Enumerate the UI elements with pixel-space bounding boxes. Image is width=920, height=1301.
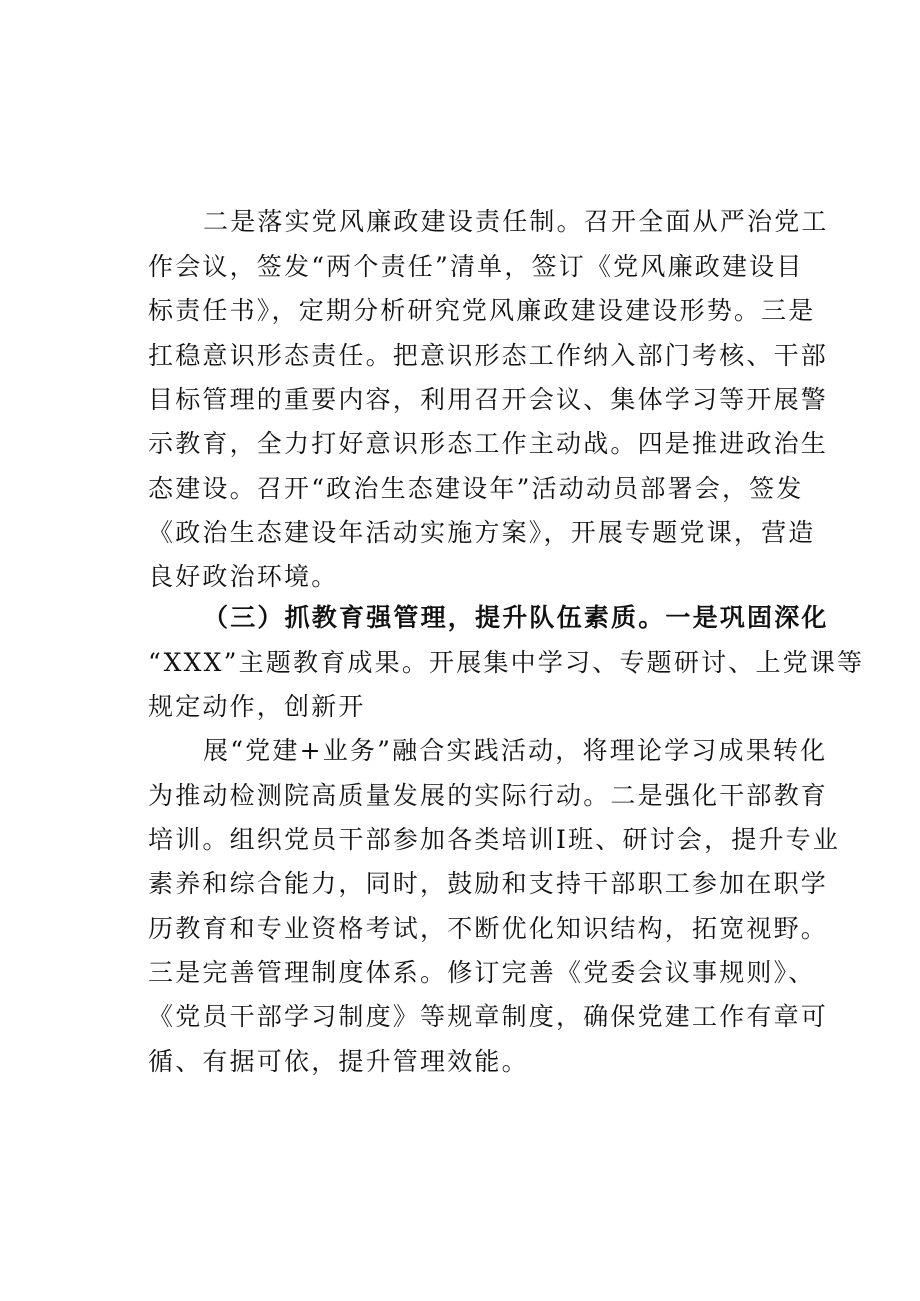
paragraph-line: “XXX”主题教育成果。开展集中学习、专题研讨、上党课等: [148, 648, 865, 677]
paragraph-line: 规定动作，创新开: [148, 692, 366, 721]
paragraph-line: 二是落实党风廉政建设责任制。召开全面从严治党工: [203, 207, 829, 236]
paragraph-line: 标责任书》，定期分析研究党风廉政建设建设形势。三是: [148, 296, 816, 325]
paragraph-line: 为推动检测院高质量发展的实际行动。二是强化干部教育: [148, 781, 829, 810]
paragraph-line: 素养和综合能力，同时，鼓励和支持干部职工参加在职学: [148, 869, 829, 898]
paragraph-line: 循、有据可依，提升管理效能。: [148, 1047, 529, 1076]
paragraph-line: 《政治生态建设年活动实施方案》，开展专题党课，营造: [148, 518, 816, 547]
paragraph-line: 展“党建+业务”融合实践活动，将理论学习成果转化: [203, 736, 828, 765]
paragraph-line: 态建设。召开“政治生态建设年”活动动员部署会，签发: [148, 474, 804, 503]
paragraph-line: 作会议，签发“两个责任”清单，签订《党风廉政建设目: [148, 252, 804, 281]
paragraph-line: 三是完善管理制度体系。修订完善《党委会议事规则》、: [148, 958, 816, 987]
paragraph-line: 历教育和专业资格考试，不断优化知识结构，拓宽视野。: [148, 914, 829, 943]
paragraph-line: 《党员干部学习制度》等规章制度，确保党建工作有章可: [148, 1002, 829, 1031]
paragraph-line: 目标管理的重要内容，利用召开会议、集体学习等开展警: [148, 385, 829, 414]
paragraph-line: 培训。组织党员干部参加各类培训I班、研讨会，提升专业: [148, 825, 841, 854]
section-heading-line: （三）抓教育强管理，提升队伍素质。一是巩固深化: [203, 603, 829, 632]
paragraph-line: 扛稳意识形态责任。把意识形态工作纳入部门考核、干部: [148, 341, 829, 370]
paragraph-line: 良好政治环境。: [148, 562, 339, 591]
paragraph-line: 示教育，全力打好意识形态工作主动战。四是推进政治生: [148, 429, 829, 458]
